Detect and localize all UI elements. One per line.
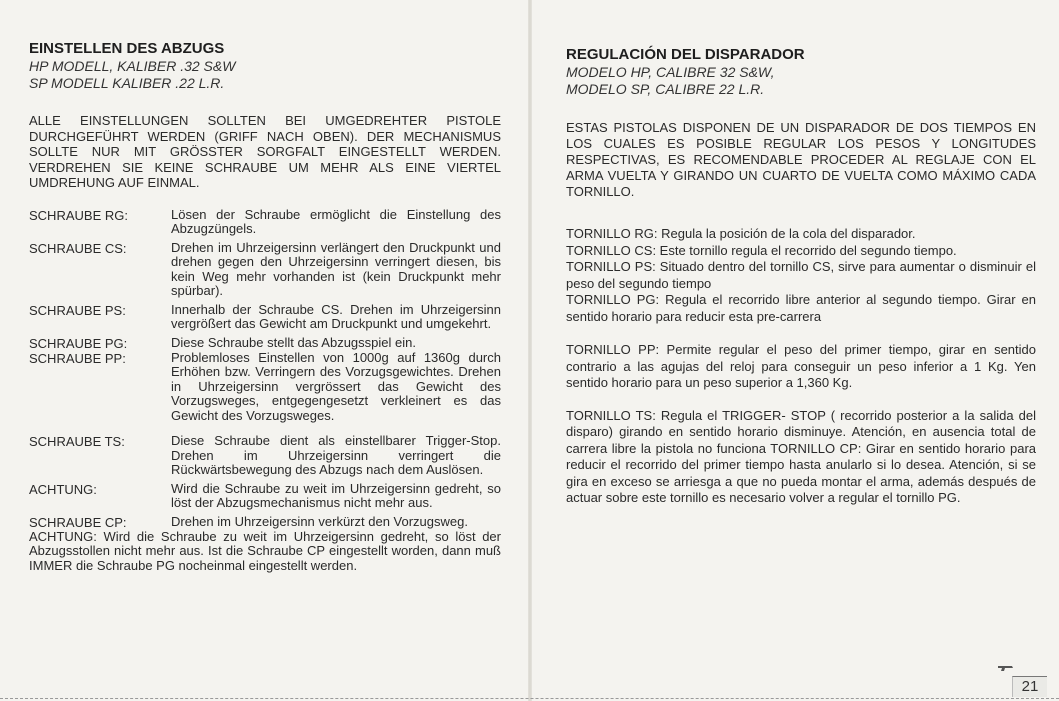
spanish-item-pp: TORNILLO PP: Permite regular el peso del primer tiempo, girar en sentido contrario a las agujas del reloj para conseguir un peso inferior a 1 Kg. Yen sentido horario para un peso superior a 1,360 Kg. xyxy=(566,342,1036,390)
row-text: Drehen im Uhrzeigersinn verkürzt den Vorzugsweg. xyxy=(171,513,468,529)
german-row-ps xyxy=(29,303,501,332)
spanish-model-sp: MODELO SP, CALIBRE 22 L.R. xyxy=(566,81,765,97)
spanish-item-ts-cp: TORNILLO TS: Regula el TRIGGER- STOP ( recorrido posterior a la salida del disparo) girando en sentido horario disminuye. Atención, en ausencia total de carrera libre la pistola no funciona TORNILLO CP: Girar en sentido horario para reducir el recorrido del primer tiempo hasta anularlo si lo desea. Atención, si se gira en exceso se arriesga a que no pueda montar el arma, además después de actuar sobre este tornillo es necesario volver a regular el tornillo PG. xyxy=(566,407,1036,505)
row-label: ACHTUNG: xyxy=(29,481,97,497)
row-label: SCHRAUBE PS: xyxy=(29,302,126,318)
spanish-column xyxy=(566,40,1036,507)
row-text: Drehen im Uhrzeigersinn verlängert den Druckpunkt und drehen gegen den Uhrzeigersinn verringert diesen, bis kein Weg mehr vorhanden ist (kein Druckpunkt mehr spürbar). xyxy=(171,239,501,298)
german-row-achtung xyxy=(29,482,501,511)
german-row-cs xyxy=(29,241,501,299)
spanish-screw-list xyxy=(566,226,1036,325)
german-column xyxy=(29,40,501,573)
row-text: Diese Schraube dient als einstellbarer Trigger-Stop. Drehen im Uhrzeigersinn verringert die Rückwärtsbewegung des Abzugs nach dem Auslösen. xyxy=(171,433,501,477)
spanish-model-hp: MODELO HP, CALIBRE 32 S&W, xyxy=(566,64,775,80)
german-row-cp xyxy=(29,515,501,530)
row-text: Diese Schraube stellt das Abzugsspiel ein. xyxy=(171,334,416,350)
german-title: EINSTELLEN DES ABZUGS xyxy=(29,40,225,57)
spanish-title: REGULACIÓN DEL DISPARADOR xyxy=(566,46,805,63)
german-intro: ALLE EINSTELLUNGEN SOLLTEN BEI UMGEDREHTER PISTOLE DURCHGEFÜHRT WERDEN (GRIFF NACH OBEN). DER MECHANISMUS SOLLTE NUR MIT GRÖSSTER SORGFALT EINGESTELLT WERDEN. VERDREHEN SIE KEINE SCHRAUBE UM MEHR ALS EINE VIERTEL UMDREHUNG AUF EINMAL. xyxy=(29,113,501,190)
spanish-item-pg: TORNILLO PG: Regula el recorrido libre anterior al segundo tiempo. Girar en sentido horario para reducir esta pre-carrera xyxy=(566,292,1036,324)
row-label: SCHRAUBE PP: xyxy=(29,350,126,366)
spanish-item-ps: TORNILLO PS: Situado dentro del tornillo CS, sirve para aumentar o disminuir el peso del segundo tiempo xyxy=(566,259,1036,291)
row-label: SCHRAUBE CS: xyxy=(29,240,127,256)
row-label: SCHRAUBE PG: xyxy=(29,335,128,351)
spanish-item-rg: TORNILLO RG: Regula la posición de la cola del disparador. xyxy=(566,226,916,241)
german-row-pg xyxy=(29,336,501,351)
row-label: SCHRAUBE CP: xyxy=(29,514,127,530)
pistol-icon xyxy=(996,662,1016,676)
bottom-border xyxy=(0,698,1059,699)
row-label: SCHRAUBE TS: xyxy=(29,434,125,449)
row-text: Problemloses Einstellen von 1000g auf 1360g durch Erhöhen bzw. Verringern des Vorzugsgewichtes. Drehen in Uhrzeigersinn vergrössert das Gewicht des Vorzugsweges, entgegengesetzt verkleinert es das Gewicht des Vorzugsweges. xyxy=(171,349,501,423)
row-text: Lösen der Schraube ermöglicht die Einstellung des Abzugzüngels. xyxy=(171,206,501,236)
row-label: SCHRAUBE RG: xyxy=(29,207,128,223)
german-row-rg xyxy=(29,208,501,237)
row-text: Wird die Schraube zu weit im Uhrzeigersinn gedreht, so löst der Abzugsmechanismus nicht mehr aus. xyxy=(171,480,501,510)
german-screw-list xyxy=(29,208,501,530)
spanish-intro: ESTAS PISTOLAS DISPONEN DE UN DISPARADOR DE DOS TIEMPOS EN LOS CUALES ES POSIBLE REGULAR LOS PESOS Y LONGITUDES RESPECTIVAS, ES RECOMENDABLE PROCEDER AL REGLAJE CON EL ARMA VUELTA Y GIRANDO UN CUARTO DE VUELTA COMO MÁXIMO CADA TORNILLO. xyxy=(566,120,1036,199)
german-model-sp: SP MODELL KALIBER .22 L.R. xyxy=(29,75,225,91)
german-row-ts xyxy=(29,434,501,478)
row-text: Innerhalb der Schraube CS. Drehen im Uhrzeigersinn vergrößert das Gewicht am Druckpunkt und umgekehrt. xyxy=(171,301,501,331)
spanish-item-cs: TORNILLO CS: Este tornillo regula el recorrido del segundo tiempo. xyxy=(566,242,957,258)
page-number: 21 xyxy=(1012,676,1047,697)
german-row-pp xyxy=(29,351,501,424)
german-final-warning: ACHTUNG: Wird die Schraube zu weit im Uhrzeigersinn gedreht, so löst der Abzugsstollen nicht mehr aus. Ist die Schraube CP eingestellt worden, dann muß IMMER die Schraube PG nocheinmal eingestellt werden. xyxy=(29,528,501,573)
german-model-hp: HP MODELL, KALIBER .32 S&W xyxy=(29,58,236,74)
page-fold xyxy=(528,0,532,701)
